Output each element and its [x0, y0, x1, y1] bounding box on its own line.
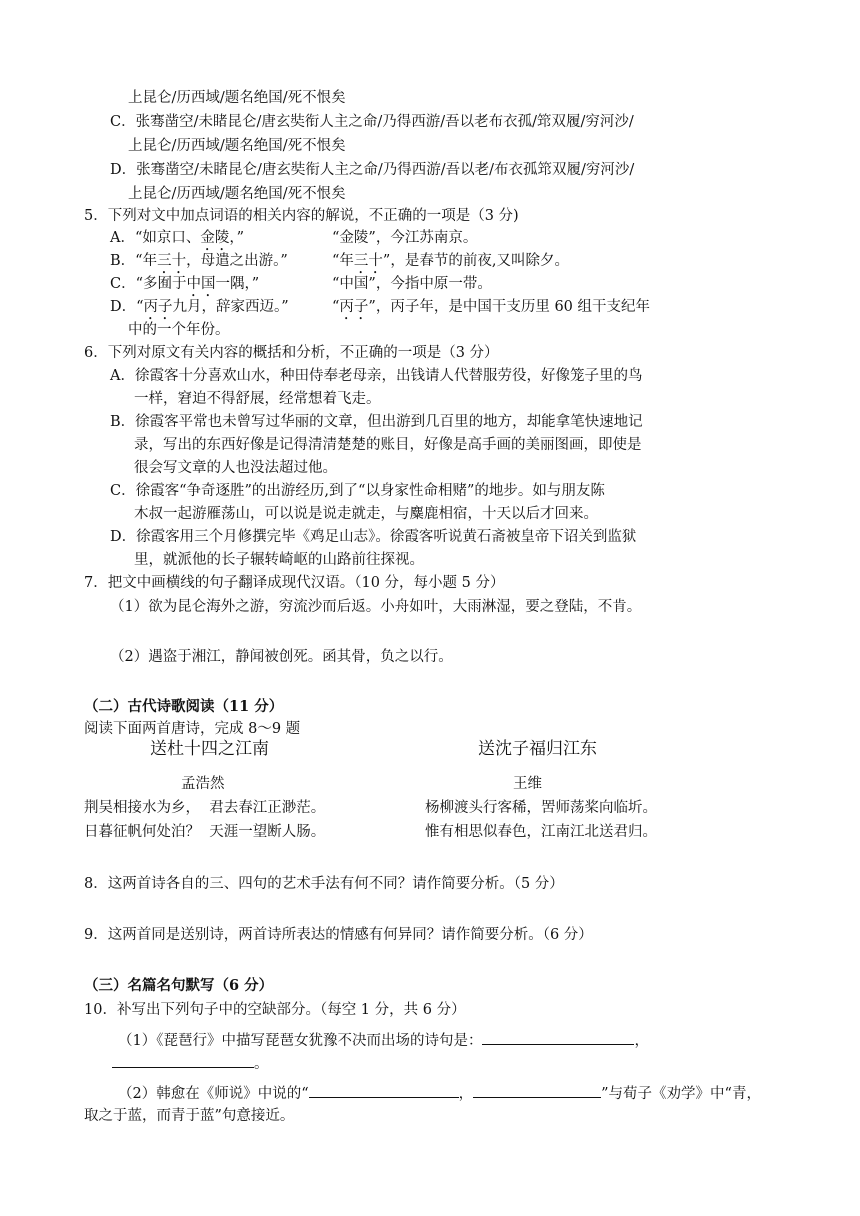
q10-item2-post: ”与荀子《劝学》中“青，	[601, 1086, 761, 1102]
q5-b-exp-pre: “年	[332, 253, 354, 269]
q5-b-post: ，母遣之出游。”	[186, 253, 288, 269]
q6-option-a-line2: 一样，窘迫不得舒展，经常想着飞走。	[134, 391, 381, 407]
q6-option-b-line2: 录，写出的东西好像是记得清清楚楚的账目，好像是高手画的美丽图画，即使是	[134, 437, 642, 453]
q10-item2-prompt: （2）韩愈在《师说》中说的“	[118, 1086, 309, 1102]
q6-option-c-line2: 木叔一起游雁荡山，可以说是说走就走，与麋鹿相宿，十天以后才回来。	[134, 506, 598, 522]
q10-item1-cont	[112, 1053, 269, 1074]
q5-d-exp-dotted: 丙子	[339, 299, 369, 315]
q6-option-d-line2: 里，就派他的长子辗转崎岖的山路前往探视。	[134, 552, 424, 568]
q10-stem: 10．补写出下列句子中的空缺部分。（每空 1 分，共 6 分）	[84, 1002, 466, 1018]
q4-option-c-line1: C．张骞凿空/未睹昆仑/唐玄奘衔人主之命/乃得西游/吾以老布衣孤/筇双履/穷河沙/	[110, 114, 634, 130]
q6-option-c-line1: C．徐霞客“争奇逐胜”的出游经历,到了“以身家性命相赌”的地步。如与朋友陈	[110, 483, 605, 499]
poem2-author: 王维	[513, 776, 542, 792]
q10-blank-3[interactable]	[309, 1083, 459, 1098]
q5-option-d-explanation	[332, 297, 650, 323]
poem2-line1: 杨柳渡头行客稀，罟师荡桨向临圻。	[425, 800, 657, 816]
q6-option-d-line1: D．徐霞客用三个月修撰完毕《鸡足山志》。徐霞客听说黄石斋被皇帝下诏关到监狱	[110, 529, 637, 545]
q5-option-c-explanation: “中国”，今指中原一带。	[332, 276, 492, 292]
q5-d-exp-post: ”，丙子年，是中国干支历里 60 组干支纪年	[368, 299, 651, 315]
q10-item1-comma: ，	[634, 1033, 649, 1049]
poem1-title: 送杜十四之江南	[150, 739, 269, 759]
q9-stem: 9．这两首同是送别诗，两首诗所表达的情感有何异同？请作简要分析。（6 分）	[84, 927, 593, 943]
q5-b-exp-post: ”，是春节的前夜,又叫除夕。	[382, 253, 569, 269]
q10-item2-comma: ，	[458, 1086, 474, 1102]
q5-d-pre: D．“	[110, 299, 144, 315]
q4-option-d-line2: 上昆仑/历西域/题名绝国/死不恨矣	[128, 186, 346, 202]
q5-a-dotted: 金陵	[200, 230, 230, 246]
q6-stem: 6．下列对原文有关内容的概括和分析，不正确的一项是（3 分）	[84, 345, 499, 361]
q10-blank-4[interactable]	[473, 1083, 601, 1098]
q5-a-post: ，”	[229, 230, 245, 246]
q5-stem: 5．下列对文中加点词语的相关内容的解说，不正确的一项是（3 分)	[84, 208, 519, 224]
section-poetry-heading: （二）古代诗歌阅读（11 分）	[84, 698, 284, 715]
q10-item2-cont: 取之于蓝，而青于蓝”句意接近。	[84, 1108, 295, 1124]
q7-sentence-1: （1）欲为昆仑海外之游，穷流沙而后返。小舟如叶，大雨淋湿，要之登陆，不肯。	[110, 599, 642, 615]
q8-stem: 8．这两首诗各自的三、四句的艺术手法有何不同？请作简要分析。（5 分）	[84, 876, 564, 892]
q6-option-b-line1: B．徐霞客平常也未曾写过华丽的文章，但出游到几百里的地方，却能拿笔快速地记	[110, 414, 643, 430]
poem1-line2: 日暮征帆何处泊？ 天涯一望断人肠。	[84, 824, 326, 840]
section-poetry-intro: 阅读下面两首唐诗，完成 8～9 题	[84, 721, 301, 737]
poem2-line2: 惟有相思似春色，江南江北送君归。	[425, 824, 657, 840]
q4-option-d-line1: D．张骞凿空/未睹昆仑/唐玄奘衔人主之命/乃得西游/吾以老/布衣孤筇双履/穷河沙/	[110, 162, 635, 178]
q5-d-exp-pre: “	[332, 299, 340, 315]
poem1-author: 孟浩然	[181, 776, 225, 792]
q10-item1-period: 。	[254, 1056, 269, 1072]
q5-c-dotted: 中国	[186, 276, 216, 292]
q5-d-post: 九月，辞家西迈。”	[172, 299, 289, 315]
q10-item2	[118, 1083, 761, 1104]
q5-option-d-continuation: 中的一个年份。	[128, 322, 230, 338]
q6-option-a-line1: A．徐霞客十分喜欢山水，种田侍奉老母亲，出钱请人代替服劳役，好像笼子里的鸟	[110, 368, 643, 384]
q4-option-c-line2: 上昆仑/历西域/题名绝国/死不恨矣	[128, 138, 346, 154]
q4-option-b-continuation: 上昆仑/历西域/题名绝国/死不恨矣	[128, 90, 346, 106]
q7-stem: 7．把文中画横线的句子翻译成现代汉语。（10 分，每小题 5 分）	[84, 575, 505, 591]
q10-item1	[118, 1030, 649, 1051]
q5-b-exp-dotted: 三十	[353, 253, 383, 269]
q5-option-a-explanation: “金陵”，今江苏南京。	[332, 230, 478, 246]
q5-a-pre: A．“如京口、	[110, 230, 201, 246]
poem2-title: 送沈子福归江东	[478, 739, 597, 759]
q6-option-b-line3: 很会写文章的人也没法超过他。	[134, 460, 337, 476]
q5-c-pre: C．“多囿于	[110, 276, 187, 292]
q10-item1-prompt: （1）《琵琶行》中描写琵琶女犹豫不决而出场的诗句是：	[118, 1033, 483, 1049]
q10-blank-2[interactable]	[112, 1053, 254, 1068]
q5-d-dotted: 丙子	[143, 299, 173, 315]
q5-c-post: 一隅，”	[215, 276, 260, 292]
q7-sentence-2: （2）遇盗于湘江，静闻被创死。函其骨，负之以行。	[110, 649, 453, 665]
q10-blank-1[interactable]	[482, 1030, 634, 1045]
poem1-line1: 荆吴相接水为乡， 君去春江正渺茫。	[84, 800, 326, 816]
q5-b-pre: B．“年	[110, 253, 158, 269]
q5-b-dotted: 三十	[157, 253, 187, 269]
section-dictation-heading: （三）名篇名句默写（6 分）	[84, 977, 274, 994]
